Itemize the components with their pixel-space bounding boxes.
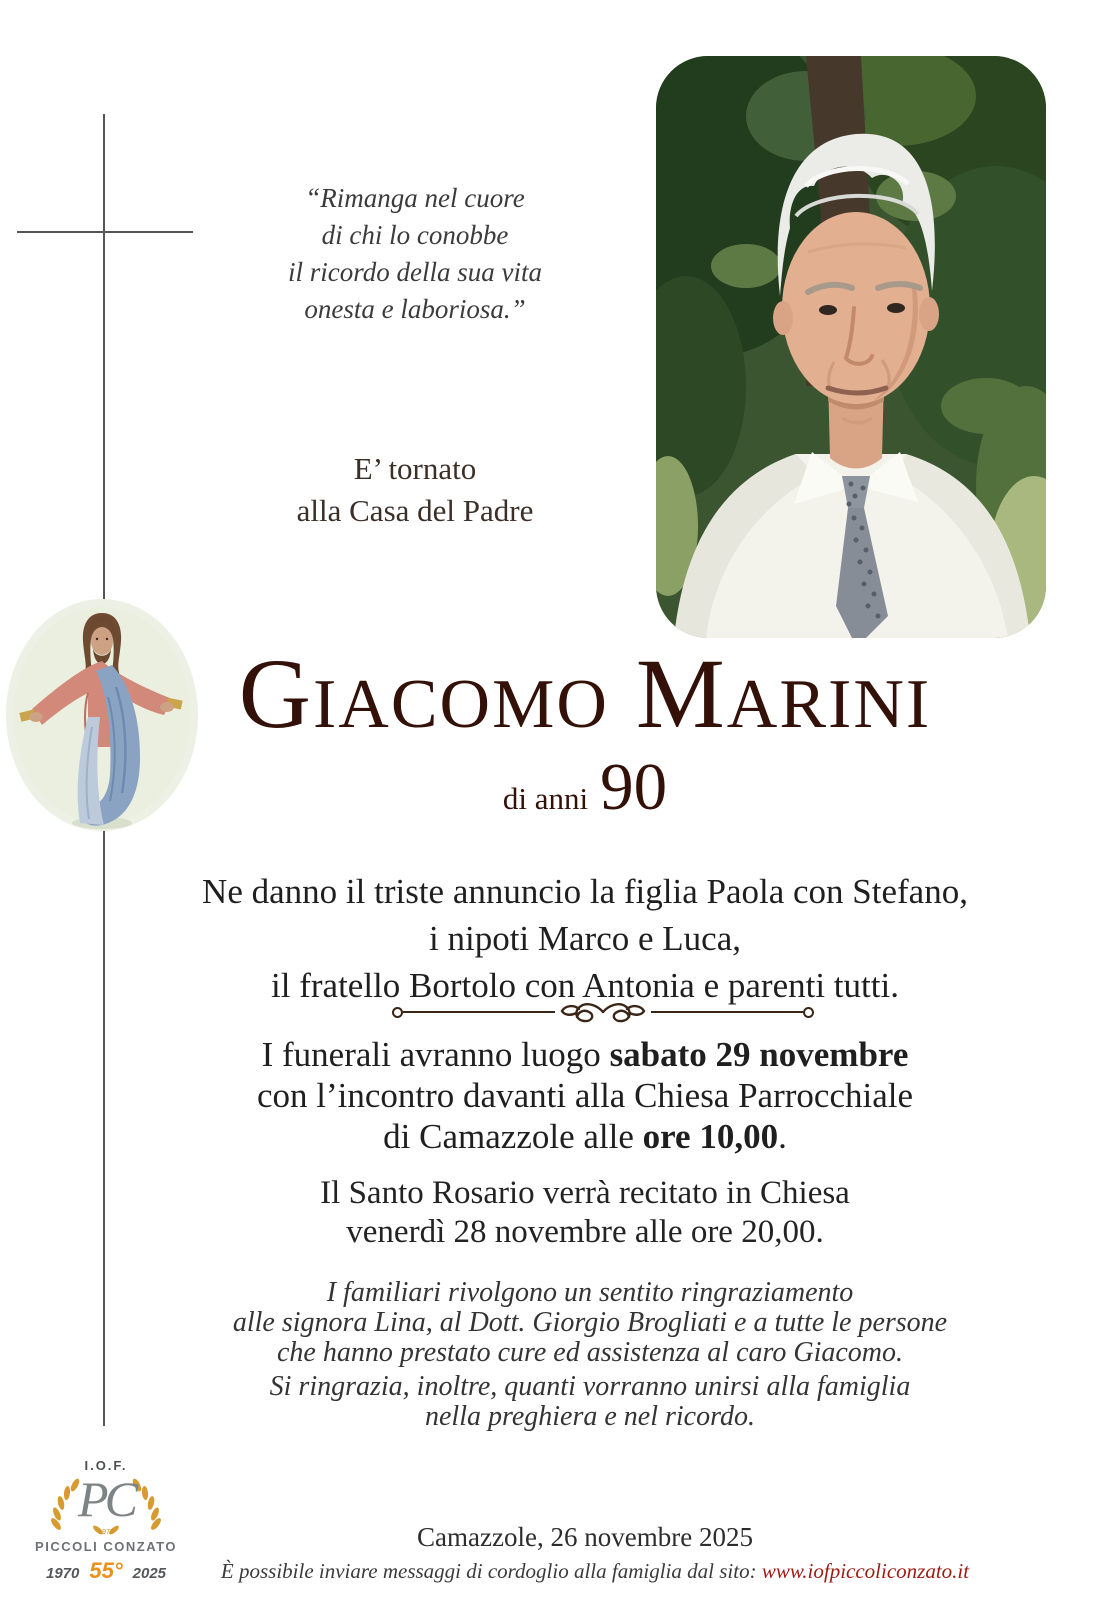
funeral-line xyxy=(75,1116,1095,1157)
flourish-icon xyxy=(555,997,651,1027)
announcement-line: il fratello Bortolo con Antonia e parenti tutti. xyxy=(271,966,899,1005)
thanks-text-1 xyxy=(75,1278,1105,1368)
quote-line: il ricordo della sua vita xyxy=(288,257,542,287)
divider-end-dot xyxy=(392,1007,403,1018)
funeral-time-bold: ore 10,00 xyxy=(642,1117,779,1156)
rosary-line: venerdì 28 novembre alle ore 20,00. xyxy=(346,1214,824,1250)
condolence-line xyxy=(150,1559,1040,1584)
age-prefix: di anni xyxy=(502,781,589,816)
funeral-line-normal: di Camazzole alle xyxy=(383,1117,643,1156)
wreath-year: 1970 xyxy=(98,1529,114,1536)
iof-label: I.O.F. xyxy=(84,1458,128,1473)
thanks-line: alle signora Lina, al Dott. Giorgio Brogliati e a tutte le persone xyxy=(232,1307,948,1338)
thanks-line: nella preghiera e nel ricordo. xyxy=(425,1401,755,1432)
year-start: 1970 xyxy=(45,1565,80,1582)
funeral-line-normal: I funerali avranno luogo xyxy=(261,1035,610,1074)
divider-end-dot xyxy=(803,1007,814,1018)
portrait-photo xyxy=(656,56,1046,638)
anniversary-badge: 55° xyxy=(89,1558,123,1583)
portrait-illustration xyxy=(656,56,1046,638)
pc-monogram: PC xyxy=(78,1471,134,1527)
divider-line xyxy=(651,1011,803,1013)
funeral-line-end: . xyxy=(778,1117,787,1156)
age-line xyxy=(150,752,1020,822)
quote-line: “Rimanga nel cuore xyxy=(305,183,525,213)
announcement-line: Ne danno il triste annuncio la figlia Paola con Stefano, xyxy=(202,872,968,911)
thanks-line: I familiari rivolgono un sentito ringraziamento xyxy=(326,1277,854,1308)
funeral-line: con l’incontro davanti alla Chiesa Parrocchiale xyxy=(257,1076,913,1115)
rosary-line: Il Santo Rosario verrà recitato in Chiesa xyxy=(320,1175,850,1211)
thanks-text-2 xyxy=(75,1372,1105,1432)
return-line: alla Casa del Padre xyxy=(296,493,534,528)
ornament-divider xyxy=(392,996,814,1028)
announcement-line: i nipoti Marco e Luca, xyxy=(429,919,741,958)
thanks-line: che hanno prestato cure ed assistenza al caro Giacomo. xyxy=(276,1337,904,1368)
quote-text xyxy=(205,180,625,328)
return-text xyxy=(205,448,625,532)
age-value: 90 xyxy=(600,750,668,824)
funeral-text xyxy=(75,1034,1095,1157)
condolence-prefix: È possibile inviare messaggi di cordoglio alla famiglia dal sito: xyxy=(220,1559,762,1583)
thanks-line: Si ringrazia, inoltre, quanti vorranno unirsi alla famiglia xyxy=(269,1371,911,1402)
cross-horizontal-line xyxy=(17,231,193,233)
place-date: Camazzole, 26 novembre 2025 xyxy=(417,1522,753,1552)
announcement-text xyxy=(75,868,1095,1009)
quote-line: di chi lo conobbe xyxy=(321,220,509,250)
year-end: 2025 xyxy=(132,1565,167,1582)
condolence-url-link[interactable]: www.iofpiccoliconzato.it xyxy=(761,1559,970,1583)
deceased-name: Giacomo Marini xyxy=(238,638,932,749)
funeral-date-bold: sabato 29 novembre xyxy=(609,1035,909,1074)
funeral-line xyxy=(75,1034,1095,1075)
divider-line xyxy=(403,1011,555,1013)
agency-name: PICCOLI CONZATO xyxy=(35,1539,177,1554)
rosary-text xyxy=(75,1174,1095,1252)
return-line: E’ tornato xyxy=(353,451,477,486)
quote-line: onesta e laboriosa.” xyxy=(304,294,526,324)
